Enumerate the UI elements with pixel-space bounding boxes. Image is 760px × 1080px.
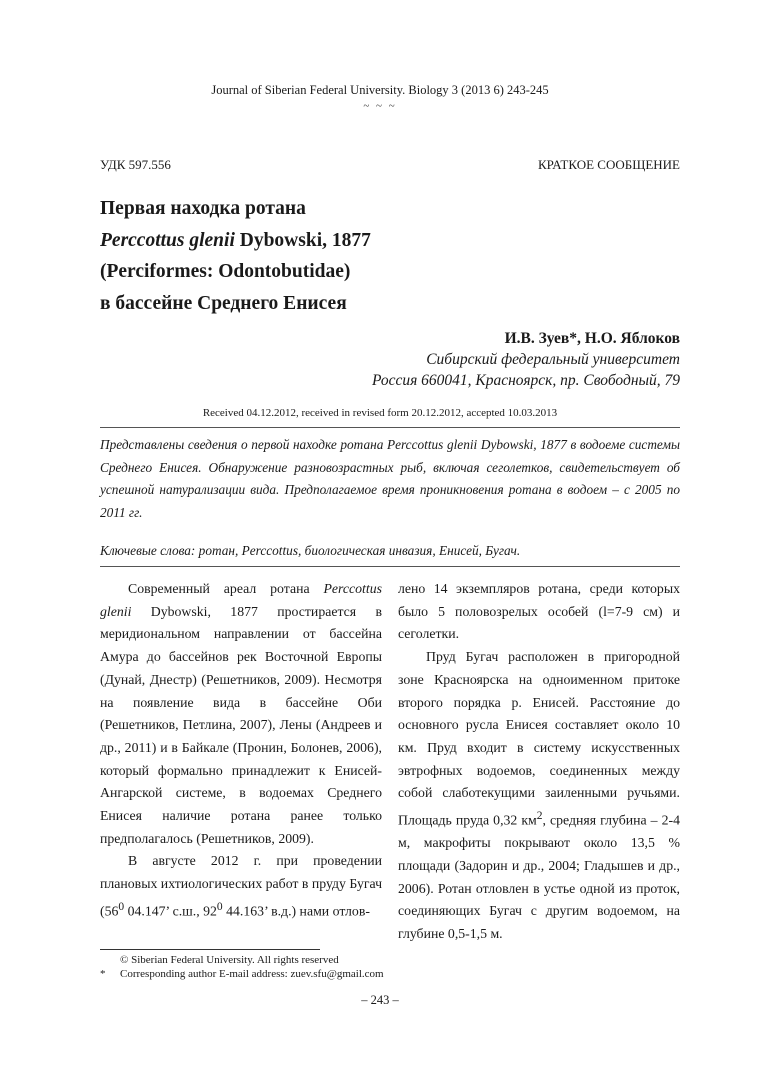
- paragraph-1: [100, 578, 382, 850]
- paragraph-3-part-b: , средняя глубина – 2-4 м, макрофиты покрывают около 13,5 % площади (Задорин и др., 2004; Гладышев и др., 2006). Ротан отловлен в устье одной из проток, соединяющих Бугач с другим водоемом, на глубине 0,5-1,5 м.: [398, 812, 680, 942]
- title-line-4: в бассейне Среднего Енисея: [100, 292, 347, 314]
- species-name: Perccottus glenii: [100, 229, 235, 251]
- affiliation-institution: Сибирский федеральный университет: [426, 351, 680, 368]
- copyright-footnote: © Siberian Federal University. All rights reserved: [120, 954, 339, 966]
- abstract-bottom-rule: [100, 566, 680, 567]
- body-column-right: [398, 578, 680, 946]
- author-names: И.В. Зуев*, Н.О. Яблоков: [504, 330, 680, 347]
- title-line-2: [100, 225, 371, 257]
- species-author: Dybowski, 1877: [234, 229, 371, 251]
- keywords: Ключевые слова: ротан, Perccottus, биологическая инвазия, Енисей, Бугач.: [100, 543, 521, 558]
- paragraph-2-part-a: В августе 2012 г. при проведении плановых ихтиологических работ в пруду Бугач (56: [100, 853, 383, 919]
- superscript-2: 2: [536, 810, 543, 823]
- header-ornament: ~ ~ ~: [363, 100, 397, 112]
- journal-header: Journal of Siberian Federal University. Biology 3 (2013 6) 243-245: [211, 83, 549, 97]
- paragraph-1-start: Современный ареал ротана: [128, 581, 324, 596]
- paragraph-2-part-b: 04.147’ с.ш., 92: [124, 903, 217, 919]
- degree-mark: 0: [216, 900, 223, 913]
- page-number: – 243 –: [361, 993, 399, 1007]
- corresponding-footnote: [100, 968, 384, 980]
- paragraph-2-part-c: 44.163’ в.д.) нами отлов-: [222, 903, 370, 919]
- title-line-1: Первая находка ротана: [100, 198, 306, 219]
- paragraph-1-species: Perccottus glenii: [100, 581, 382, 619]
- title-line-3: (Perciformes: Odontobutidae): [100, 261, 351, 282]
- affiliation-address: Россия 660041, Красноярск, пр. Свободный, 79: [371, 372, 680, 389]
- paragraph-3-part-a: Пруд Бугач расположен в пригородной зоне Красноярска на одноименном притоке второго порядка р. Енисей. Расстояние до основного русла Енисея составляет около 10 км. Пруд входит в систему искусственных эвтрофных водоемов, соединенных между собой слаботекущими заиленными ручьями. Площадь пруда 0,32 км: [398, 649, 680, 828]
- paragraph-2-continued: лено 14 экземпляров ротана, среди которых было 5 половозрелых особей (l=7-9 см) и сеголетки.: [398, 581, 680, 642]
- received-dates: Received 04.12.2012, received in revised form 20.12.2012, accepted 10.03.2013: [202, 407, 558, 419]
- corresponding-email: Corresponding author E-mail address: zuev.sfu@gmail.com: [120, 968, 384, 980]
- body-column-left: [100, 578, 382, 923]
- paragraph-2: [100, 850, 382, 923]
- article-title: [100, 193, 371, 319]
- section-label: КРАТКОЕ СООБЩЕНИЕ: [537, 157, 680, 172]
- footnote-mark: *: [100, 968, 106, 980]
- degree-mark: 0: [118, 900, 125, 913]
- footnote-rule: [100, 949, 320, 950]
- paragraph-1-rest: Dybowski, 1877 простирается в меридиональном направлении от бассейна Амура до бассейнов рек Восточной Европы (Дунай, Днестр) (Решетников, 2009). Несмотря на появление вида в бассейне Оби (Решетников, Петлина, 2007), Лены (Андреев и др., 2011) и в Байкале (Пронин, Болонев, 2006), который формально принадлежит к Енисей-Ангарской системе, в водоемах Среднего Енисея наличие ротана ранее только предполагалось (Решетников, 2009).: [100, 603, 382, 846]
- abstract-top-rule: [100, 427, 680, 428]
- paragraph-3: [398, 646, 680, 946]
- abstract: Представлены сведения о первой находке ротана Perccottus glenii Dybowski, 1877 в водоеме системы Среднего Енисея. Обнаружение разновозрастных рыб, включая сеголетков, свидетельствует об успешной натурализации вида. Предполагаемое время проникновения ротана в водоем – с 2005 по 2011 гг.: [100, 437, 680, 520]
- udc-code: УДК 597.556: [100, 157, 171, 172]
